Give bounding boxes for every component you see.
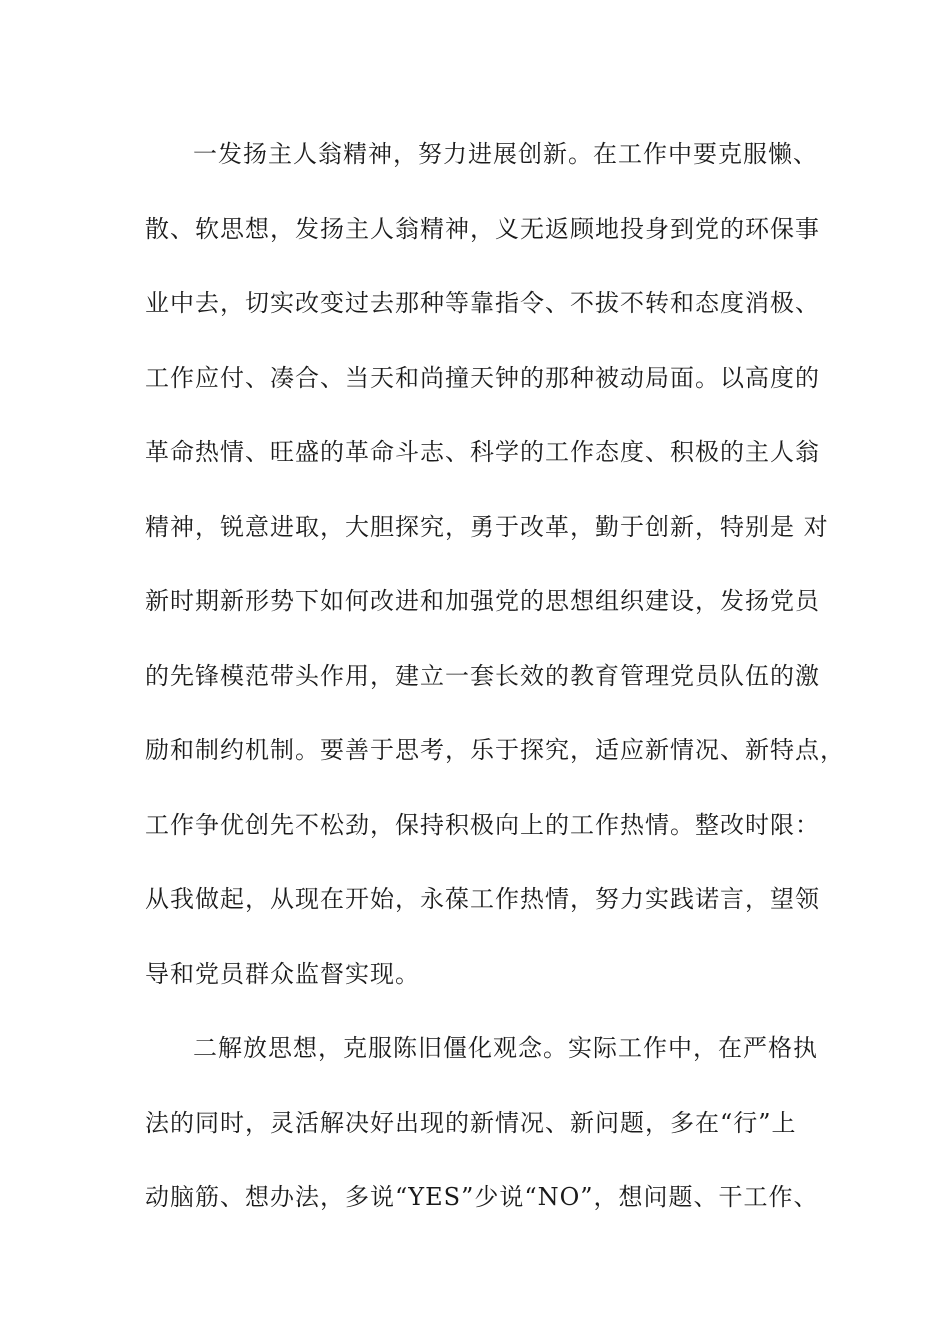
paragraph-line: 动脑筋、想办法，多说“YES”少说“NO”，想问题、干工作、 [145,1183,819,1211]
paragraph-line: 精神，锐意进取，大胆探究，勇于改革，勤于创新，特别是 对 [145,512,829,541]
paragraph-line: 工作应付、凑合、当天和尚撞天钟的那种被动局面。以高度的 [145,363,820,392]
paragraph-line: 的先锋模范带头作用，建立一套长效的教育管理党员队伍的激 [145,661,820,690]
paragraph-line: 散、软思想，发扬主人翁精神，义无返顾地投身到党的环保事 [145,214,820,243]
paragraph-line: 法的同时，灵活解决好出现的新情况、新问题，多在“行”上 [145,1108,797,1137]
paragraph-line: 一发扬主人翁精神，努力进展创新。在工作中要克服懒、 [193,140,818,168]
paragraph-line: 励和制约机制。要善于思考，乐于探究，适应新情况、新特点， [145,736,845,764]
paragraph-line: 二解放思想，克服陈旧僵化观念。实际工作中，在严格执 [193,1034,818,1062]
paragraph-1 [145,131,845,1025]
paragraph-line: 新时期新形势下如何改进和加强党的思想组织建设，发扬党员 [145,587,820,615]
paragraph-line: 业中去，切实改变过去那种等靠指令、不拔不转和态度消极、 [145,289,820,317]
document-body [145,131,845,1249]
paragraph-line: 革命热情、旺盛的革命斗志、科学的工作态度、积极的主人翁 [145,438,820,466]
paragraph-line: 导和党员群众监督实现。 [145,959,420,988]
paragraph-2 [145,1025,845,1249]
paragraph-line: 从我做起，从现在开始，永葆工作热情，努力实践诺言，望领 [145,885,820,913]
paragraph-line: 工作争优创先不松劲，保持积极向上的工作热情。整改时限： [145,810,820,839]
